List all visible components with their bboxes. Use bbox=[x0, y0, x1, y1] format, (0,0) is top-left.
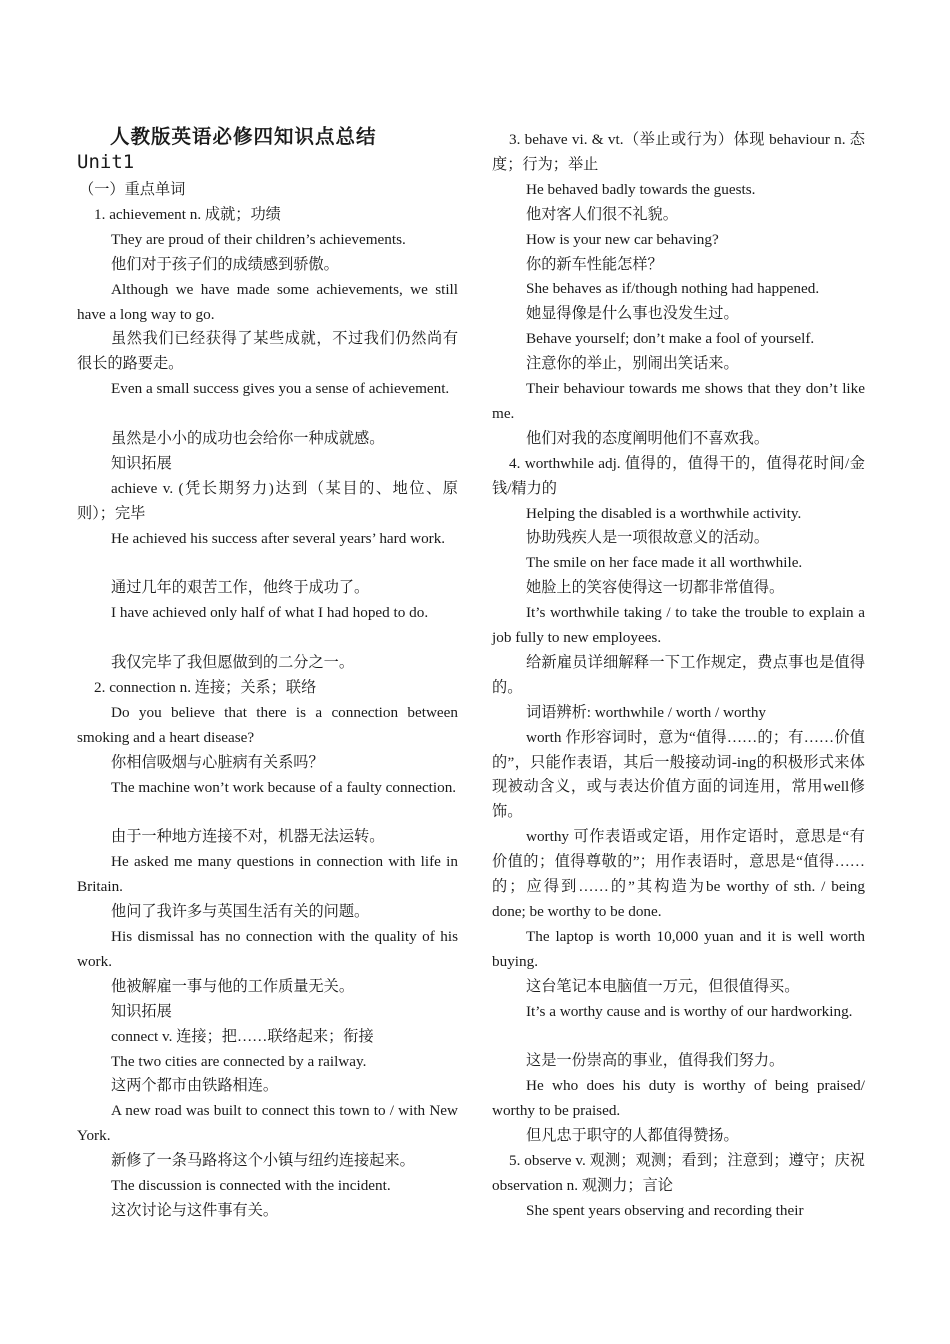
vocab-entry-heading: 3. behave vi. & vt.（举止或行为）体现 behaviour n. 态度；行为；举止 bbox=[492, 131, 865, 173]
paragraph: 由于一种地方连接不对，机器无法运转。 bbox=[111, 828, 385, 846]
paragraph: It’s a worthy cause and is worthy of our hardworking. bbox=[526, 1002, 853, 1020]
paragraph: 这台笔记本电脑值一万元，但很值得买。 bbox=[526, 977, 800, 995]
paragraph: 他问了我许多与英国生活有关的问题。 bbox=[111, 903, 370, 921]
paragraph: 协助残疾人是一项很故意义的活动。 bbox=[526, 529, 769, 547]
paragraph: Their behaviour towards me shows that they don’t like me. bbox=[492, 380, 865, 422]
paragraph: 虽然我们已经获得了某些成就，不过我们仍然尚有很长的路要走。 bbox=[77, 330, 458, 373]
paragraph: I have achieved only half of what I had hoped to do. bbox=[111, 604, 429, 622]
paragraph: He asked me many questions in connection with life in Britain. bbox=[77, 853, 458, 896]
paragraph: Do you believe that there is a connection between smoking and a heart disease? bbox=[77, 703, 458, 746]
paragraph: 这次讨论与这件事有关。 bbox=[111, 1201, 279, 1219]
paragraph: Helping the disabled is a worthwhile activity. bbox=[526, 504, 802, 522]
paragraph: 她脸上的笑容使得这一切都非常值得。 bbox=[526, 579, 785, 597]
vocab-entry-heading: 1. achievement n. 成就；功绩 bbox=[94, 205, 281, 223]
paragraph: 新修了一条马路将这个小镇与纽约连接起来。 bbox=[111, 1152, 415, 1170]
paragraph: 给新雇员详细解释一下工作规定，费点事也是值得的。 bbox=[492, 653, 865, 696]
paragraph: 注意你的举止，别闹出笑话来。 bbox=[526, 355, 739, 373]
paragraph: 词语辨析: worthwhile / worth / worthy bbox=[526, 703, 767, 721]
paragraph: A new road was built to connect this town to / with New York. bbox=[77, 1102, 458, 1145]
vocab-entry-heading: 5. observe v. 观测；观测；看到；注意到；遵守；庆祝 observation n. 观测力；言论 bbox=[492, 1151, 865, 1194]
paragraph: 这两个都市由铁路相连。 bbox=[111, 1077, 279, 1095]
paragraph: The two cities are connected by a railway. bbox=[111, 1052, 367, 1070]
section-heading: （一）重点单词 bbox=[79, 181, 186, 198]
paragraph: 你的新车性能怎样？ bbox=[526, 255, 663, 273]
paragraph: He behaved badly towards the guests. bbox=[526, 180, 756, 198]
vocab-entry-heading: 2. connection n. 连接；关系；联络 bbox=[94, 679, 317, 696]
paragraph: connect v. 连接；把……联络起来；衔接 bbox=[111, 1027, 374, 1045]
paragraph: She spent years observing and recording their bbox=[526, 1201, 804, 1219]
paragraph: Behave yourself; don’t make a fool of yourself. bbox=[526, 330, 815, 348]
paragraph: How is your new car behaving? bbox=[526, 230, 719, 248]
paragraph: He achieved his success after several years’ hard work. bbox=[111, 529, 446, 547]
paragraph: She behaves as if/though nothing had happened. bbox=[526, 280, 820, 298]
paragraph: worthy 可作表语或定语，用作定语时，意思是“有价值的；值得尊敬的”；用作表语时，意思是“值得……的；应得到……的”其构造为be worthy of sth. / being done; be worthy to be done. bbox=[492, 828, 865, 920]
document-title: 人教版英语必修四知识点总结 bbox=[110, 125, 377, 148]
vocab-entry-heading: 4. worthwhile adj. 值得的，值得干的，值得花时间/金钱/精力的 bbox=[492, 454, 865, 497]
paragraph: 知识拓展 bbox=[111, 1002, 172, 1020]
paragraph: Although we have made some achievements, we still have a long way to go. bbox=[77, 280, 458, 323]
paragraph: achieve v. (凭长期努力)达到（某目的、地位、原则）；完毕 bbox=[77, 479, 458, 522]
paragraph: 他们对我的态度阐明他们不喜欢我。 bbox=[526, 429, 769, 447]
paragraph: 这是一份崇高的事业，值得我们努力。 bbox=[526, 1052, 785, 1070]
paragraph: It’s worthwhile taking / to take the trouble to explain a job fully to new employees. bbox=[492, 604, 865, 646]
paragraph: 他们对于孩子们的成绩感到骄傲。 bbox=[111, 255, 339, 273]
paragraph: His dismissal has no connection with the quality of his work. bbox=[77, 928, 458, 970]
paragraph: 他对客人们很不礼貌。 bbox=[526, 205, 678, 223]
paragraph: They are proud of their children’s achievements. bbox=[111, 230, 406, 248]
paragraph: 你相信吸烟与心脏病有关系吗？ bbox=[111, 753, 324, 771]
paragraph: 但凡忠于职守的人都值得赞扬。 bbox=[526, 1127, 739, 1144]
paragraph: He who does his duty is worthy of being praised/ worthy to be praised. bbox=[492, 1077, 865, 1120]
paragraph: 虽然是小小的成功也会给你一种成就感。 bbox=[111, 430, 385, 447]
paragraph: The smile on her face made it all worthwhile. bbox=[526, 554, 803, 572]
paragraph: 我仅完毕了我但愿做到的二分之一。 bbox=[111, 654, 354, 672]
unit-heading: Unit1 bbox=[77, 151, 135, 173]
paragraph: 她显得像是什么事也没发生过。 bbox=[526, 305, 739, 323]
paragraph: 他被解雇一事与他的工作质量无关。 bbox=[111, 977, 354, 995]
paragraph: 通过几年的艰苦工作，他终于成功了。 bbox=[111, 579, 370, 597]
paragraph: The laptop is worth 10,000 yuan and it is well worth buying. bbox=[492, 927, 865, 970]
paragraph: 知识拓展 bbox=[111, 454, 172, 472]
paragraph: The machine won’t work because of a faulty connection. bbox=[111, 778, 457, 796]
paragraph: Even a small success gives you a sense of achievement. bbox=[111, 380, 450, 398]
paragraph: The discussion is connected with the incident. bbox=[111, 1177, 391, 1194]
paragraph: worth 作形容词时，意为“值得……的；有……价值的”，只能作表语，其后一般接动词-ing的积极形式来体现被动含义，或与表达价值方面的词连用，常用well修饰。 bbox=[492, 728, 865, 821]
